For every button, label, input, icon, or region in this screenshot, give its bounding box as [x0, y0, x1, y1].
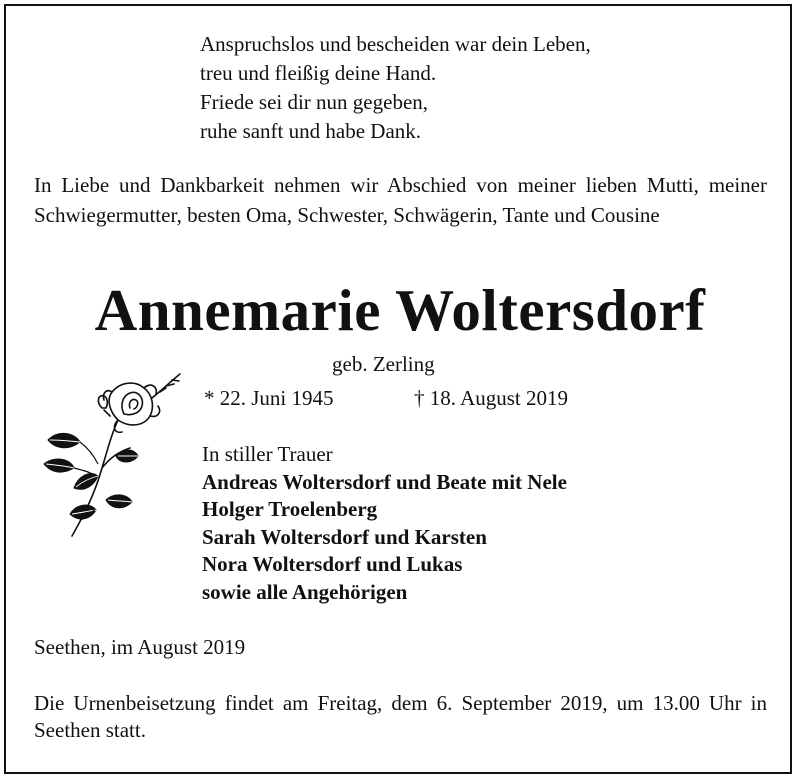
poem-line: ruhe sanft und habe Dank. [200, 119, 422, 143]
born-name: geb. Zerling [332, 352, 435, 376]
place-date: Seethen, im August 2019 [34, 635, 246, 659]
mourners-block [202, 441, 567, 606]
poem-line: Anspruchslos und bescheiden war dein Leben, [200, 32, 591, 56]
mourner-name: Nora Woltersdorf und Lukas [202, 552, 463, 576]
rose-illustration-icon [40, 368, 195, 548]
deceased-name: Annemarie Woltersdorf [94, 277, 706, 343]
mourner-name: Sarah Woltersdorf und Karsten [202, 524, 487, 549]
intro-text: In Liebe und Dankbarkeit nehmen wir Abschied von meiner lieben Mutti, meiner Schwiegermutter, besten Oma, Schwester, Schwägerin, Tante und Cousine [34, 173, 767, 227]
death-date: † 18. August 2019 [414, 386, 569, 410]
mourner-name: sowie alle Angehörigen [202, 579, 408, 604]
poem-line: treu und fleißig deine Hand. [200, 61, 437, 85]
mourner-name: Andreas Woltersdorf und Beate mit Nele [202, 469, 567, 494]
birth-date: * 22. Juni 1945 [204, 386, 334, 410]
poem-line: Friede sei dir nun gegeben, [200, 90, 429, 114]
poem [200, 30, 591, 146]
funeral-notice: Die Urnenbeisetzung findet am Freitag, dem 6. September 2019, um 13.00 Uhr in Seethen statt. [34, 691, 767, 742]
mourner-name: Holger Troelenberg [202, 497, 378, 521]
mourners-heading: In stiller Trauer [202, 442, 333, 466]
